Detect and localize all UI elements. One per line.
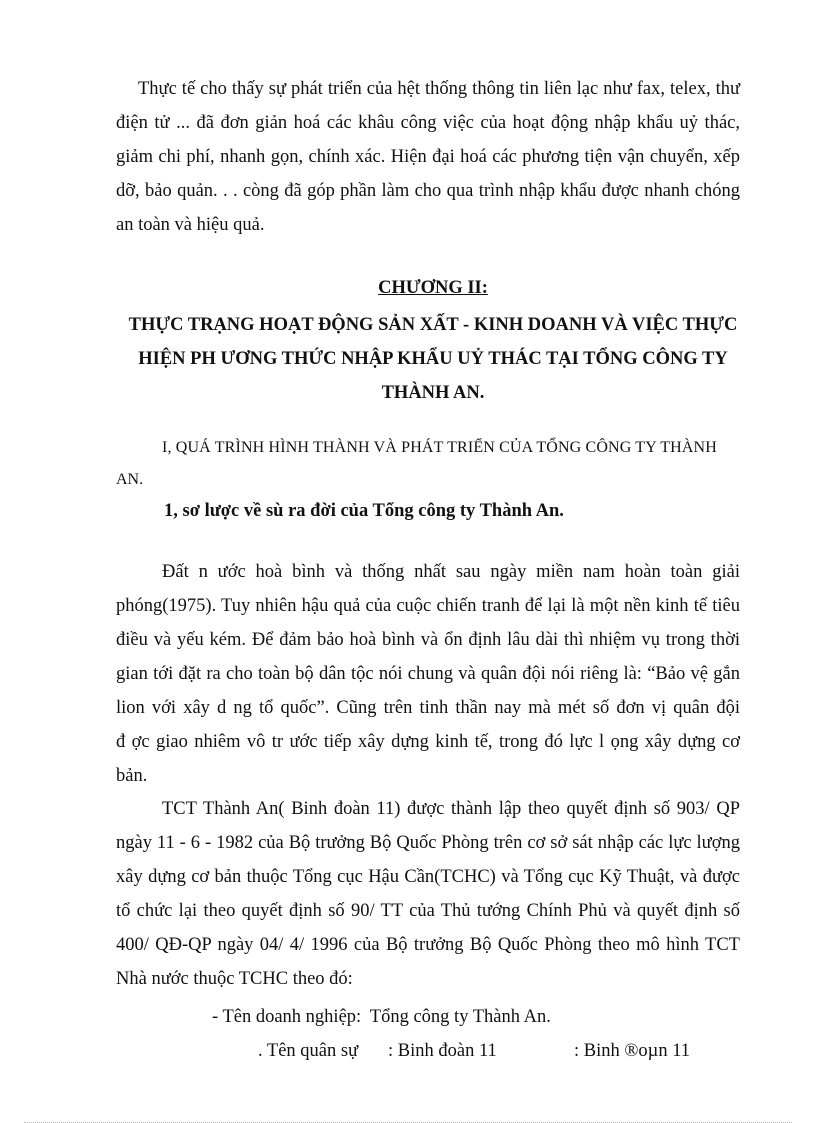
- military-name-label: . Tên quân sự: [258, 1041, 359, 1061]
- establishment-paragraph: [116, 792, 740, 996]
- chapter-title: [116, 308, 750, 410]
- military-name-alt-value: : Binh ®oµn 11: [574, 1041, 691, 1061]
- history-line: gian tới đặt ra cho toàn bộ dân tộc nói chung và quân đội nói riêng là: “Bảo vệ gắn: [116, 664, 740, 684]
- company-name-item: [212, 1000, 551, 1034]
- establishment-line: ngày 11 - 6 - 1982 của Bộ trưởng Bộ Quốc Phòng trên cơ sở sát nhập các lực lượng: [116, 833, 740, 853]
- chapter-title-line: THÀNH AN.: [381, 383, 485, 403]
- intro-line: điện tử ... đã đơn giản hoá các khâu công việc của hoạt động nhập khẩu uỷ thác,: [116, 113, 740, 133]
- intro-line: dỡ, bảo quản. . . còng đã góp phần làm cho qua trình nhập khẩu được nhanh chóng: [116, 181, 740, 201]
- company-name-label: - Tên doanh nghiệp:: [212, 1007, 362, 1027]
- establishment-line: TCT Thành An( Binh đoàn 11) được thành lập theo quyết định số 903/ QP: [162, 799, 740, 819]
- establishment-line: tổ chức lại theo quyết định số 90/ TT của Thủ tướng Chính Phủ và quyết định số: [116, 901, 740, 921]
- history-line: bản.: [116, 766, 148, 786]
- establishment-line: xây dựng cơ bản thuộc Tổng cục Hậu Cần(TCHC) và Tổng cục Kỹ Thuật, và được: [116, 867, 740, 887]
- history-line: lion với xây d ng tổ quốc”. Cũng trên tinh thần nay mà mét số đơn vị quân đội: [116, 698, 740, 718]
- section-heading-line: I, QUÁ TRÌNH HÌNH THÀNH VÀ PHÁT TRIỂN CỦA TỔNG CÔNG TY THÀNH: [162, 439, 717, 456]
- chapter-title-line: THỰC TRẠNG HOẠT ĐỘNG SẢN XẤT - KINH DOANH VÀ VIỆC THỰC: [128, 315, 738, 335]
- subsection-title: 1, sơ lược về sù ra đời của Tổng công ty Thành An.: [164, 501, 564, 521]
- history-line: Đất n ước hoà bình và thống nhất sau ngày miền nam hoàn toàn giải: [162, 562, 740, 582]
- history-line: phóng(1975). Tuy nhiên hậu quả của cuộc chiến tranh để lại là một nền kinh tế tiêu: [116, 596, 740, 616]
- establishment-line: Nhà nước thuộc TCHC theo đó:: [116, 969, 353, 989]
- intro-paragraph: [116, 72, 740, 242]
- intro-line: Thực tế cho thấy sự phát triển của hệt thống thông tin liên lạc như fax, telex, thư: [138, 79, 740, 99]
- intro-line: giảm chi phí, nhanh gọn, chính xác. Hiện đại hoá các phương tiện vận chuyển, xếp: [116, 147, 740, 167]
- establishment-line: 400/ QĐ-QP ngày 04/ 4/ 1996 của Bộ trưởng Bộ Quốc Phòng theo mô hình TCT: [116, 935, 740, 955]
- section-heading: [116, 432, 740, 496]
- chapter-title-line: HIỆN PH ƯƠNG THỨC NHẬP KHẨU UỶ THÁC TẠI TỔNG CÔNG TY: [138, 349, 728, 369]
- section-heading-line: AN.: [116, 471, 144, 488]
- history-paragraph: [116, 555, 740, 793]
- history-line: điều và yếu kém. Để đảm bảo hoà bình và ổn định lâu dài thì nhiệm vụ trong thời: [116, 630, 740, 650]
- intro-line: an toàn và hiệu quả.: [116, 215, 265, 235]
- company-name-value: Tổng công ty Thành An.: [369, 1007, 551, 1027]
- military-name-value: : Binh đoàn 11: [388, 1041, 497, 1061]
- chapter-label: CHƯƠNG II:: [378, 278, 488, 298]
- history-line: đ ợc giao nhiêm vô tr ước tiếp xây dựng kinh tế, trong đó lực l ọng xây dựng cơ: [116, 732, 740, 752]
- military-name-item: [0, 1034, 816, 1068]
